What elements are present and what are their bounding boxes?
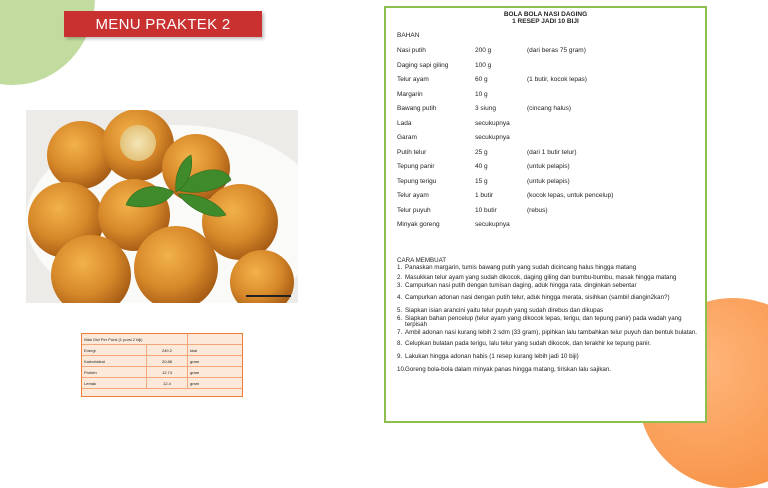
nutrition-name: Karbohidrat bbox=[82, 356, 147, 367]
ingredient-note: (dari beras 75 gram) bbox=[527, 47, 586, 54]
ingredient-note: (cincang halus) bbox=[527, 105, 572, 112]
ingredient-amount: 3 siung bbox=[475, 105, 496, 112]
ingredient-row bbox=[397, 62, 697, 70]
step-item bbox=[397, 341, 702, 348]
nutrition-unit: kkal bbox=[188, 345, 243, 356]
step-item bbox=[397, 275, 702, 282]
step-text: Lakukan hingga adonan habis (1 resep kurang lebih jadi 10 biji) bbox=[405, 352, 579, 360]
nutrition-unit: gram bbox=[188, 356, 243, 367]
ingredient-row bbox=[397, 47, 697, 55]
method-section bbox=[397, 258, 702, 373]
slide-title-banner bbox=[64, 11, 262, 37]
ingredient-name: Tepung panir bbox=[397, 163, 435, 170]
ingredient-amount: secukupnya bbox=[475, 119, 510, 127]
ingredient-note: (untuk pelapis) bbox=[527, 163, 570, 170]
step-item bbox=[397, 330, 702, 337]
ingredient-row bbox=[397, 163, 697, 171]
nutrition-value: 249.2 bbox=[147, 345, 188, 356]
ingredient-name: Garam bbox=[397, 134, 417, 141]
step-number: 3. bbox=[397, 281, 403, 289]
ingredient-amount: 15 g bbox=[475, 177, 488, 185]
nutrition-value: 20.88 bbox=[147, 356, 188, 367]
ingredient-amount: 10 butir bbox=[475, 206, 497, 214]
ingredient-amount: 200 g bbox=[475, 47, 492, 54]
recipe-title-line2: 1 RESEP JADI 10 BIJI bbox=[512, 18, 579, 25]
step-text: Celupkan bulatan pada terigu, lalu telur yang sudah dikocok, dan terakhir ke tepung panir. bbox=[405, 340, 651, 348]
step-text: Panaskan margarin, tumis bawang putih yang sudah dicincang halus hingga matang bbox=[405, 263, 637, 271]
ingredient-name: Tepung terigu bbox=[397, 177, 437, 185]
step-number: 7. bbox=[397, 328, 403, 336]
ingredient-amount: 25 g bbox=[475, 148, 488, 156]
ingredient-note: (dari 1 butir telur) bbox=[527, 148, 577, 156]
nutrition-row bbox=[82, 378, 242, 389]
nutrition-row bbox=[82, 367, 242, 378]
ingredient-note: (kocok lepas, untuk pencelup) bbox=[527, 192, 614, 199]
nutrition-unit: gram bbox=[188, 367, 243, 378]
step-item bbox=[397, 308, 702, 315]
method-heading: CARA MEMBUAT bbox=[397, 257, 447, 264]
nutrition-value: 12.74 bbox=[147, 367, 188, 378]
step-text: Campurkan adonan nasi dengan putih telur, aduk hingga merata, sisihkan (sambil diangin2kan?) bbox=[405, 294, 670, 302]
ingredient-name: Telur ayam bbox=[397, 76, 429, 83]
ingredient-note: (untuk pelapis) bbox=[527, 177, 570, 185]
recipe-title bbox=[386, 11, 705, 25]
ingredient-row bbox=[397, 105, 697, 113]
nutrition-unit: gram bbox=[188, 378, 243, 389]
recipe-panel bbox=[384, 6, 707, 423]
step-number: 10. bbox=[397, 365, 406, 373]
nutrition-header: Nilai Gizi Per Porsi (1 porsi 2 biji) bbox=[82, 334, 188, 345]
step-item bbox=[397, 316, 702, 329]
step-number: 1. bbox=[397, 263, 403, 271]
step-item bbox=[397, 295, 702, 302]
nutrition-row bbox=[82, 356, 242, 367]
ingredient-row bbox=[397, 192, 697, 200]
ingredient-amount: 10 g bbox=[475, 90, 488, 98]
step-number: 9. bbox=[397, 352, 403, 360]
nutrition-name: Lemak bbox=[82, 378, 147, 389]
ingredient-note: (rebus) bbox=[527, 206, 548, 214]
step-number: 8. bbox=[397, 340, 403, 348]
ingredient-row bbox=[397, 91, 697, 99]
nutrition-value: 12.4 bbox=[147, 378, 188, 389]
step-number: 4. bbox=[397, 294, 403, 302]
ingredients-heading: BAHAN bbox=[397, 32, 420, 39]
ingredient-name: Bawang putih bbox=[397, 105, 437, 112]
ingredient-name: Daging sapi giling bbox=[397, 61, 449, 69]
step-number: 2. bbox=[397, 274, 403, 282]
rice-balls-illustration bbox=[26, 110, 298, 303]
step-item bbox=[397, 354, 702, 361]
ingredient-name: Telur puyuh bbox=[397, 206, 431, 214]
ingredient-row bbox=[397, 134, 697, 142]
ingredient-note: (1 butir, kocok lepas) bbox=[527, 76, 587, 83]
step-number: 6. bbox=[397, 314, 403, 322]
step-item bbox=[397, 367, 702, 374]
ingredient-amount: 1 butir bbox=[475, 192, 494, 199]
step-text: Goreng bola-bola dalam minyak panas hingga matang, tiriskan lalu sajikan. bbox=[405, 365, 612, 373]
ingredient-name: Putih telur bbox=[397, 148, 427, 156]
step-item bbox=[397, 265, 702, 272]
nutrition-name: Energi bbox=[82, 345, 147, 356]
ingredient-amount: 60 g bbox=[475, 76, 488, 83]
ingredient-row bbox=[397, 149, 697, 157]
step-number: 5. bbox=[397, 306, 403, 314]
step-text: Siapkan bahan pencelup (telur ayam yang dikocok lepas, terigu, dan tepung panir) pada wadah yang terpisah bbox=[405, 314, 682, 329]
ingredient-amount: 100 g bbox=[475, 61, 492, 69]
ingredient-amount: secukupnya bbox=[475, 134, 510, 141]
ingredient-row bbox=[397, 76, 697, 84]
ingredient-name: Lada bbox=[397, 119, 412, 127]
recipe-title-line1: BOLA BOLA NASI DAGING bbox=[503, 11, 588, 18]
nutrition-table bbox=[81, 333, 243, 397]
ingredient-row bbox=[397, 178, 697, 186]
nutrition-row bbox=[82, 345, 242, 356]
ingredient-row bbox=[397, 120, 697, 128]
ingredient-name: Nasi putih bbox=[397, 47, 426, 54]
ingredient-row bbox=[397, 207, 697, 215]
ingredient-name: Telur ayam bbox=[397, 192, 429, 199]
food-photo bbox=[26, 110, 298, 303]
step-text: Masukkan telur ayam yang sudah dikocok, daging giling dan bumbu-bumbu, masak hingga matang bbox=[405, 274, 677, 282]
step-item bbox=[397, 283, 702, 290]
ingredient-row bbox=[397, 221, 697, 229]
step-text: Ambil adonan nasi kurang lebih 2 sdm (33 gram), pipihkan lalu tambahkan telur puyuh dan bentuk bulatan. bbox=[405, 328, 698, 336]
step-text: Siapkan isian arancini yaitu telur puyuh yang sudah direbus dan dikupas bbox=[405, 306, 604, 314]
steps-list bbox=[397, 265, 702, 374]
step-text: Campurkan nasi putih dengan tumisan daging, aduk hingga rata. dinginkan sebentar bbox=[405, 281, 637, 289]
slide-title: MENU PRAKTEK 2 bbox=[95, 15, 231, 33]
ingredient-name: Margarin bbox=[397, 90, 423, 98]
ingredient-amount: secukupnya bbox=[475, 221, 510, 228]
ingredient-amount: 40 g bbox=[475, 163, 488, 170]
nutrition-name: Protein bbox=[82, 367, 147, 378]
nutrition-header-row bbox=[82, 334, 242, 345]
ingredient-name: Minyak goreng bbox=[397, 221, 440, 228]
